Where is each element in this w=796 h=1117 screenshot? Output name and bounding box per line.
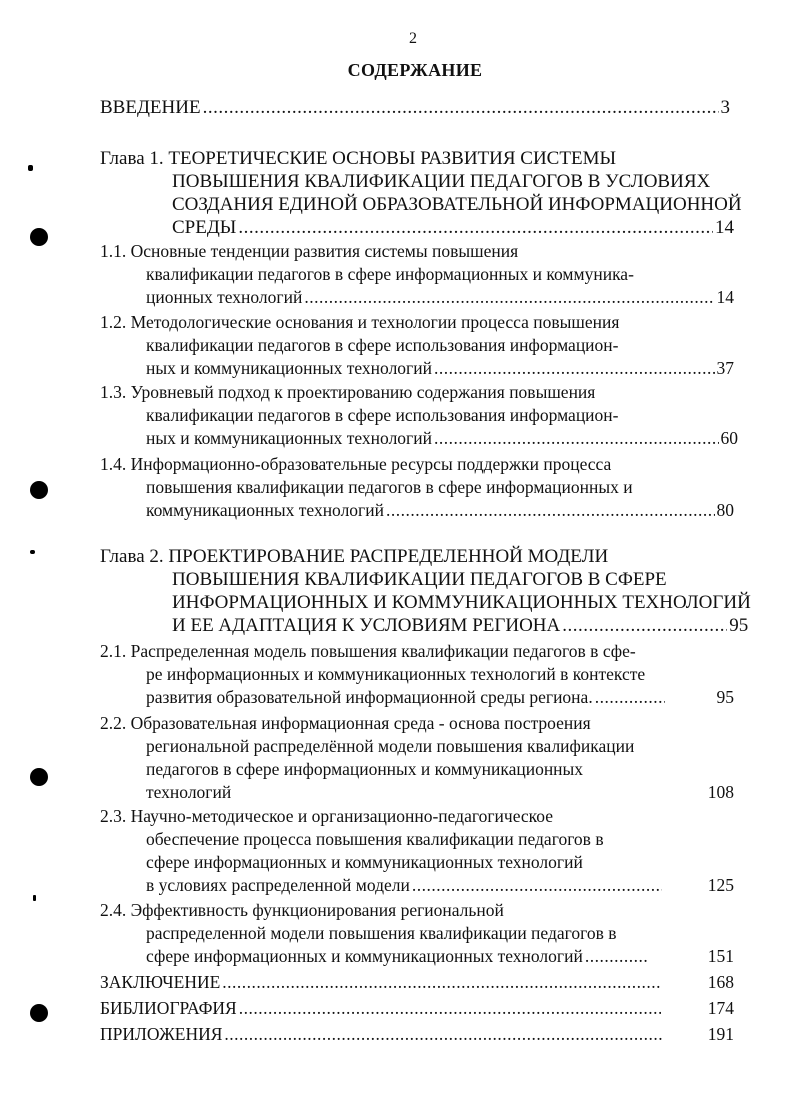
- chapter-2-heading: ИНФОРМАЦИОННЫХ И КОММУНИКАЦИОННЫХ ТЕХНОЛОГИЙ: [172, 592, 751, 613]
- binder-hole-icon: [30, 1004, 48, 1022]
- section-text: обеспечение процесса повышения квалификации педагогов в: [146, 829, 604, 849]
- toc-page: 168: [707, 972, 734, 992]
- chapter-1-heading: СРЕДЫ: [172, 217, 237, 238]
- toc-entry-conclusion[interactable]: [100, 971, 734, 994]
- leader-dots: [304, 286, 714, 309]
- section-text: сфере информационных и коммуникационных технологий: [146, 946, 583, 966]
- section-text: коммуникационных технологий: [146, 500, 384, 520]
- toc-label: ЗАКЛЮЧЕНИЕ: [100, 972, 221, 992]
- toc-page: 191: [707, 1024, 734, 1044]
- section-text: ционных технологий: [146, 287, 303, 307]
- scan-mark-icon: [30, 550, 35, 554]
- toc-page: 151: [707, 946, 734, 966]
- toc-page: 125: [707, 875, 734, 895]
- section-text: 1.2. Методологические основания и технологии процесса повышения: [100, 312, 620, 332]
- section-text: 1.3. Уровневый подход к проектированию содержания повышения: [100, 382, 596, 402]
- section-text: в условиях распределенной модели: [146, 875, 410, 895]
- leader-dots: [434, 427, 719, 450]
- section-text: 2.1. Распределенная модель повышения квалификации педагогов в сфе-: [100, 641, 636, 661]
- toc-label: ПРИЛОЖЕНИЯ: [100, 1024, 223, 1044]
- toc-entry-bibliography[interactable]: [100, 997, 734, 1020]
- chapter-1-heading: Глава 1. ТЕОРЕТИЧЕСКИЕ ОСНОВЫ РАЗВИТИЯ СИСТЕМЫ: [100, 148, 617, 169]
- leader-dots: [562, 614, 727, 637]
- binder-hole-icon: [30, 481, 48, 499]
- toc-entry-appendices[interactable]: [100, 1023, 734, 1046]
- leader-dots: [238, 216, 713, 239]
- section-text: повышения квалификации педагогов в сфере информационных и: [146, 477, 633, 497]
- section-text: ных и коммуникационных технологий: [146, 428, 432, 448]
- toc-page: 37: [716, 358, 734, 378]
- chapter-1-heading: СОЗДАНИЯ ЕДИНОЙ ОБРАЗОВАТЕЛЬНОЙ ИНФОРМАЦИОННОЙ: [172, 194, 742, 215]
- section-text: технологий: [146, 782, 232, 802]
- binder-hole-icon: [30, 768, 48, 786]
- section-text: ре информационных и коммуникационных технологий в контексте: [146, 664, 646, 684]
- leader-dots: [239, 997, 661, 1020]
- section-text: региональной распределённой модели повышения квалификации: [146, 736, 635, 756]
- toc-page: 14: [715, 217, 734, 238]
- section-text: сфере информационных и коммуникационных технологий: [146, 852, 583, 872]
- toc-page: 108: [707, 782, 734, 802]
- toc-page: 14: [716, 287, 734, 307]
- toc-page: 3: [720, 97, 730, 118]
- leader-dots: [203, 96, 719, 119]
- leader-dots: [222, 971, 662, 994]
- page-number: 2: [409, 30, 417, 47]
- section-text: распределенной модели повышения квалификации педагогов в: [146, 923, 617, 943]
- toc-label: ВВЕДЕНИЕ: [100, 97, 201, 118]
- leader-dots: [595, 686, 665, 709]
- toc-page: 80: [716, 500, 734, 520]
- section-text: педагогов в сфере информационных и коммуникационных: [146, 759, 584, 779]
- section-text: 2.2. Образовательная информационная среда - основа построения: [100, 713, 591, 733]
- toc-label: БИБЛИОГРАФИЯ: [100, 998, 237, 1018]
- section-text: ных и коммуникационных технологий: [146, 358, 432, 378]
- leader-dots: [434, 357, 715, 380]
- chapter-2-heading: ПОВЫШЕНИЯ КВАЛИФИКАЦИИ ПЕДАГОГОВ В СФЕРЕ: [172, 569, 667, 590]
- chapter-1-heading: ПОВЫШЕНИЯ КВАЛИФИКАЦИИ ПЕДАГОГОВ В УСЛОВИЯХ: [172, 171, 711, 192]
- section-text: развития образовательной информационной среды региона.: [146, 687, 593, 707]
- scan-mark-icon: [28, 165, 33, 171]
- leader-dots: [386, 499, 715, 522]
- chapter-2-heading: И ЕЕ АДАПТАЦИЯ К УСЛОВИЯМ РЕГИОНА: [172, 615, 561, 636]
- leader-dots: [224, 1023, 664, 1046]
- leader-dots: [585, 945, 647, 968]
- toc-page: 95: [729, 615, 749, 636]
- section-text: 1.1. Основные тенденции развития системы повышения: [100, 241, 519, 261]
- section-text: 2.3. Научно-методическое и организационно-педагогическое: [100, 806, 554, 826]
- toc-page: 174: [707, 998, 734, 1018]
- section-text: квалификации педагогов в сфере информационных и коммуника-: [146, 264, 634, 284]
- leader-dots: [412, 874, 662, 897]
- chapter-2-heading: Глава 2. ПРОЕКТИРОВАНИЕ РАСПРЕДЕЛЕННОЙ МОДЕЛИ: [100, 546, 609, 567]
- section-text: квалификации педагогов в сфере использования информацион-: [146, 405, 619, 425]
- page-title: СОДЕРЖАНИЕ: [347, 60, 483, 80]
- toc-entry-intro[interactable]: [100, 96, 730, 119]
- binder-hole-icon: [30, 228, 48, 246]
- section-text: квалификации педагогов в сфере использования информацион-: [146, 335, 619, 355]
- section-text: 2.4. Эффективность функционирования региональной: [100, 900, 504, 920]
- scan-mark-icon: [33, 895, 36, 901]
- toc-page: 60: [720, 428, 738, 448]
- section-text: 1.4. Информационно-образовательные ресурсы поддержки процесса: [100, 454, 612, 474]
- toc-page: 95: [716, 687, 734, 707]
